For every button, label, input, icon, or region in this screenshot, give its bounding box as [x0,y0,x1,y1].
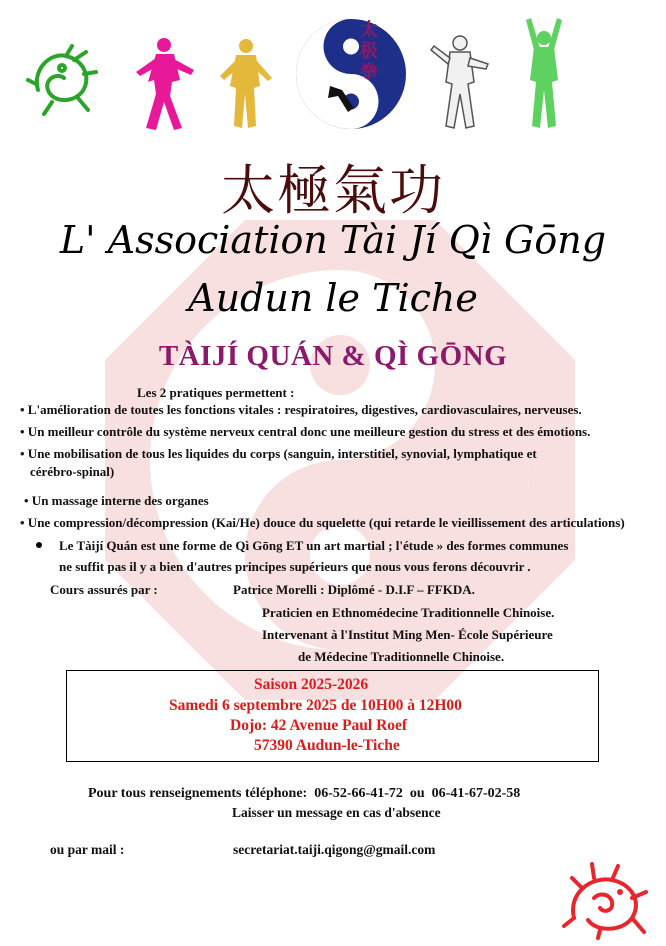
benefit-item: • Une mobilisation de tous les liquides du corps (sanguin, interstitiel, synovial, lymphatique et [20,446,537,461]
taiji-note-line: Le Tàijí Quán est une forme de Qì Gōng ET un art martial ; l'étude » des formes communes [59,538,569,553]
benefit-item: • Un meilleur contrôle du système nerveux central donc une meilleure gestion du stress et des émotions. [20,424,591,439]
disciplines-subtitle: TÀIJÍ QUÁN & QÌ GŌNG [158,340,508,372]
yellow-taichi-figure [216,38,274,130]
association-location: Audun le Tiche [188,276,478,320]
chinese-title: 太極氣功 [221,159,445,222]
voicemail-note: Laisser un message en cas d'absence [232,805,441,820]
phone-line [88,786,520,802]
phone-number[interactable]: 06-52-66-41-72 [314,786,403,801]
instructor-name: Patrice Morelli : Diplômé - D.I.F – FFKDA. [233,582,475,597]
tiger-icon [560,858,652,940]
benefits-intro: Les 2 pratiques permettent : [137,385,295,400]
dojo-city: 57390 Audun-le-Tiche [254,737,400,754]
dragon-icon [26,40,102,118]
benefit-item-continued: cérébro-spinal) [30,464,115,479]
logo-chinese-text: 太极拳 [360,20,378,83]
benefit-item: • L'amélioration de toutes les fonctions vitales : respiratoires, digestives, cardiovasculaires, nerveuses. [20,402,582,417]
phone-separator: ou [409,786,425,801]
phone-label: Pour tous renseignements téléphone: [88,786,308,801]
email-address[interactable]: secretariat.taiji.qigong@gmail.com [233,842,436,857]
season-info-box [66,670,599,762]
instructor-credential: de Médecine Traditionnelle Chinoise. [298,649,505,664]
session-date: Samedi 6 septembre 2025 de 10H00 à 12H00 [169,697,462,714]
pink-taichi-figure [128,36,200,132]
instructor-credential: Intervenant à l'Institut Ming Men- École Supérieure [262,627,553,642]
green-taichi-figure [518,14,570,130]
benefit-item: • Une compression/décompression (Kai/He) douce du squelette (qui retarde le vieillissement des articulations) [20,515,625,530]
mail-label: ou par mail : [50,842,125,857]
yin-yang-taiji-logo [290,16,412,132]
instructor-credential: Praticien en Ethnomédecine Traditionnelle Chinoise. [262,605,555,620]
dojo-address: Dojo: 42 Avenue Paul Roef [230,717,408,734]
season-label: Saison 2025-2026 [254,676,369,693]
association-title: L' Association Tài Jí Qì Gōng [59,218,607,262]
taiji-note-line: ne suffit pas il y a bien d'autres principes supérieurs que nous vous ferons découvrir . [59,559,531,574]
benefit-item: • Un massage interne des organes [24,493,209,508]
white-taichi-figure [428,34,492,130]
phone-number[interactable]: 06-41-67-02-58 [431,786,521,801]
instructor-label: Cours assurés par : [50,582,158,597]
bullet-icon [36,542,42,548]
